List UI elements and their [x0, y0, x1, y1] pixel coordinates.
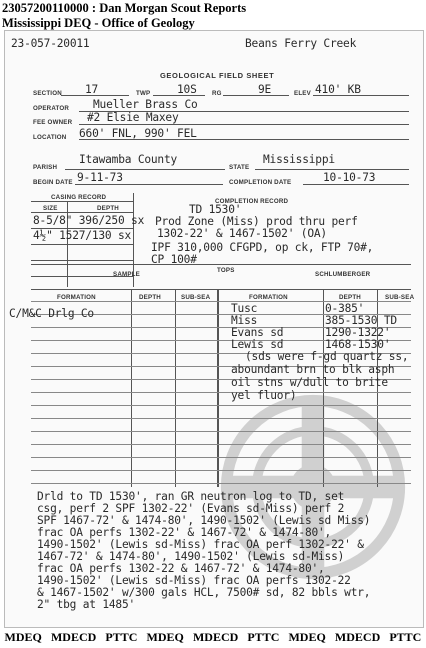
casing-size-label: SIZE [43, 205, 58, 212]
report-title: 23057200110000 : Dan Morgan Scout Reports [2, 1, 247, 15]
footer-item: MDEQ [4, 630, 42, 644]
fee-owner-value: #2 Elsie Maxey [87, 111, 179, 124]
remarks-line-7: frac OA perfs 1302-22 & 1467-72' & 1474-80', [37, 562, 325, 575]
tops-note-2: aboundant brn to blk asph [231, 363, 395, 376]
operator-label: OPERATOR [33, 105, 70, 112]
rg-label: RG [212, 90, 222, 97]
remarks-line-8: 1490-1502' (Lewis sd-Miss) frac OA perfs 1302-22 [37, 574, 351, 587]
rg-value: 9E [258, 83, 272, 96]
tops-label: TOPS [217, 267, 235, 274]
state-label: STATE [229, 164, 250, 171]
completion-line-2: Prod Zone (Miss) prod thru perf [155, 215, 358, 228]
footer-agencies [0, 630, 426, 645]
elev-label: ELEV [294, 90, 311, 97]
completion-date-value: 10-10-73 [323, 171, 376, 184]
schl-formation-header: FORMATION [249, 294, 288, 301]
field-name: Beans Ferry Creek [245, 37, 357, 50]
footer-item: MDECD [192, 630, 239, 644]
top-depth-4: 1468-1530' [325, 338, 391, 351]
remarks-line-10: 2" tbg at 1485' [37, 598, 136, 611]
completion-date-label: COMPLETION DATE [229, 179, 292, 186]
remarks-line-6: 1467-72' & 1474-80', 1490-1502' (Lewis sd-Miss) [37, 550, 345, 563]
remarks-line-9: & 1467-1502' w/300 gals HCL, 7500# sd, 82 bbls wtr, [37, 586, 371, 599]
completion-line-3: 1302-22' & 1467-1502' (OA) [157, 227, 327, 240]
remarks-line-4: frac OA perfs 1302-22' & 1467-72' & 1474-80', [37, 526, 332, 539]
begin-date-value: 9-11-73 [77, 171, 123, 184]
casing-depth-label: DEPTH [97, 205, 119, 212]
footer-item: PTTC [247, 630, 280, 644]
completion-line-5: CP 100# [151, 253, 197, 266]
footer-item: MDECD [50, 630, 97, 644]
begin-date-label: BEGIN DATE [33, 179, 73, 186]
operator-value: Mueller Brass Co [93, 98, 198, 111]
elev-value: 410' KB [315, 83, 361, 96]
casing-row-1: 8-5/8" 396/250 sx [33, 214, 145, 227]
fee-owner-label: FEE OWNER [33, 119, 73, 126]
completion-line-1: TD 1530' [189, 203, 242, 216]
schlumberger-label: SCHLUMBERGER [315, 271, 371, 278]
sample-label: SAMPLE [113, 271, 140, 278]
section-label: SECTION [33, 90, 62, 97]
sample-formation-header: FORMATION [57, 294, 96, 301]
twp-value: 10S [177, 83, 197, 96]
section-value: 17 [85, 83, 99, 96]
sample-formation-entry: C/M&C Drlg Co [9, 307, 94, 320]
twp-label: TWP [136, 90, 151, 97]
top-depth-3: 1290-1322' [325, 326, 391, 339]
field-sheet [4, 30, 424, 628]
parish-value: Itawamba County [79, 153, 178, 166]
footer-item: PTTC [389, 630, 422, 644]
completion-line-4: IPF 310,000 CFGPD, op ck, FTP 70#, [151, 241, 374, 254]
remarks-line-3: SPF 1467-72' & 1474-80', 1490-1502' (Lewis sd Miss) [37, 514, 371, 527]
report-subtitle: Mississippi DEQ - Office of Geology [2, 16, 195, 30]
top-depth-2: 385-1530 TD [325, 314, 397, 327]
parish-label: PARISH [33, 164, 58, 171]
top-formation-2: Miss [231, 314, 258, 327]
casing-row-2: 4½" 1527/130 sx [33, 229, 132, 242]
footer-item: MDEQ [146, 630, 184, 644]
sample-depth-header: DEPTH [139, 294, 161, 301]
location-value: 660' FNL, 990' FEL [79, 127, 197, 140]
state-value: Mississippi [263, 153, 335, 166]
top-formation-1: Tusc [231, 302, 258, 315]
footer-item: MDEQ [288, 630, 326, 644]
api-number: 23-057-20011 [11, 37, 90, 50]
top-formation-3: Evans sd [231, 326, 284, 339]
remarks-line-5: 1490-1502' (Lewis sd-Miss) frac OA perf 1302-22' & [37, 538, 364, 551]
tops-note-4: yel fluor) [231, 389, 297, 402]
tops-note-1: (sds were f-gd quartz ss, [245, 350, 409, 363]
footer-item: PTTC [105, 630, 138, 644]
top-formation-4: Lewis sd [231, 338, 284, 351]
location-label: LOCATION [33, 134, 67, 141]
footer-item: MDECD [334, 630, 381, 644]
tops-note-3: oil stns w/dull to brite [231, 376, 388, 389]
remarks-line-1: Drld to TD 1530', ran GR neutron log to TD, set [37, 490, 345, 503]
top-depth-1: 0-385' [325, 302, 365, 315]
sheet-title: GEOLOGICAL FIELD SHEET [160, 71, 275, 80]
completion-record-label: COMPLETION RECORD [215, 198, 289, 205]
schl-depth-header: DEPTH [339, 294, 361, 301]
schl-subsea-header: SUB-SEA [385, 294, 415, 301]
casing-record-label: CASING RECORD [51, 194, 107, 201]
remarks-line-2: csg, perf 2 SPF 1302-22' (Evans sd-Miss) perf 2 [37, 502, 345, 515]
sample-subsea-header: SUB-SEA [181, 294, 211, 301]
